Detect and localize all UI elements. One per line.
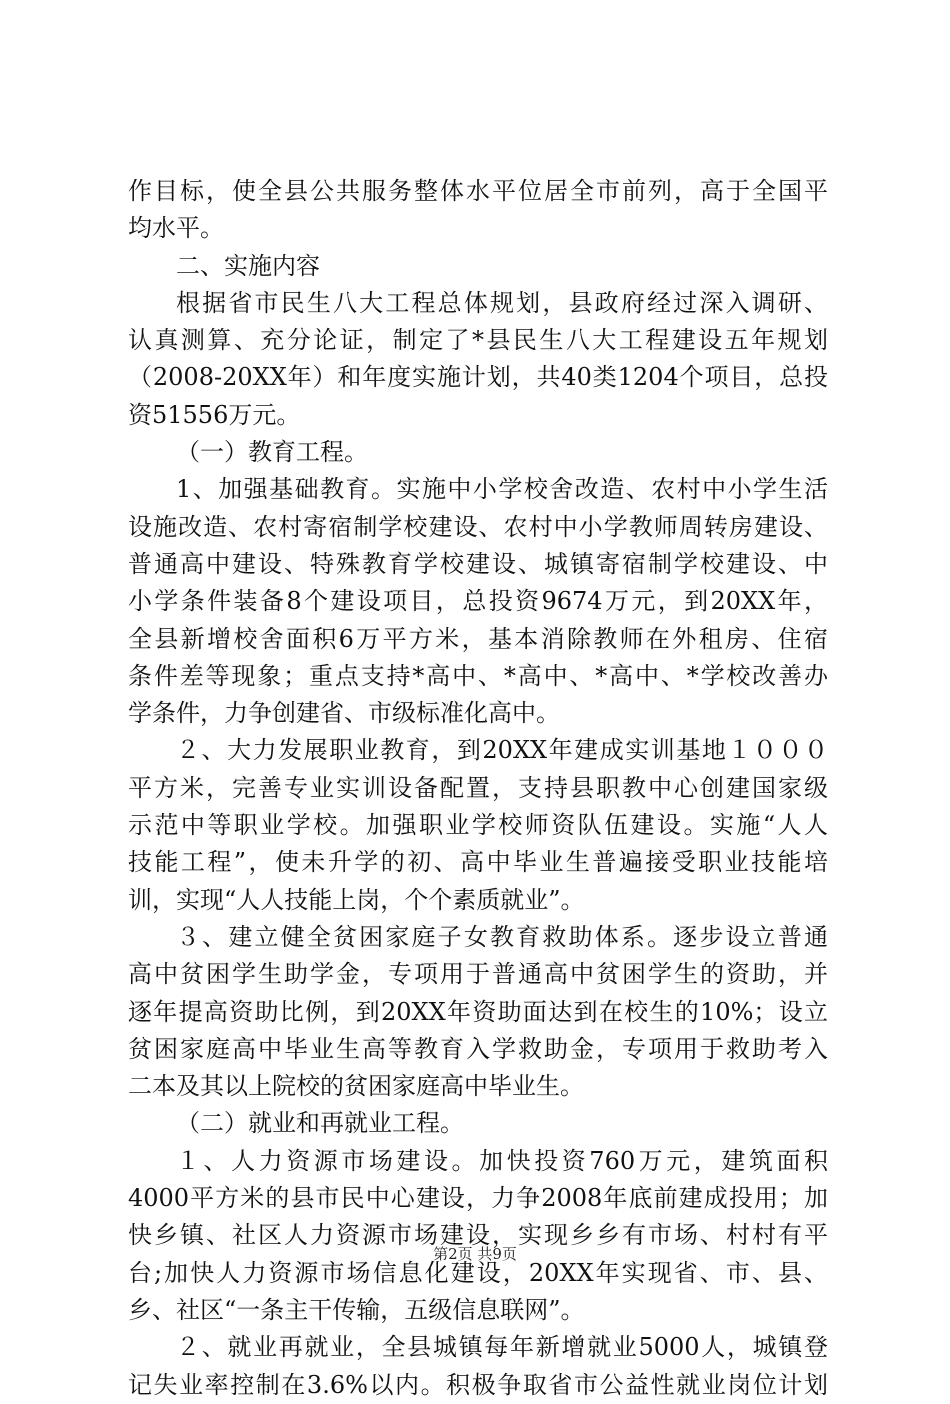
- text-line: 1、加强基础教育。实施中小学校舍改造、农村中小学生活: [176, 475, 828, 504]
- text-line: ２、大力发展职业教育，到20XX年建成实训基地１０００: [176, 736, 828, 765]
- text-line: 资51556万元。: [128, 400, 301, 429]
- text-line: 训，实现“人人技能上岗，个个素质就业”。: [128, 885, 585, 914]
- page-footer: 第2页 共9页: [433, 1245, 517, 1263]
- text-line: 贫困家庭高中毕业生高等教育入学救助金，专项用于救助考入: [128, 1034, 828, 1063]
- document-body: [128, 173, 828, 1404]
- text-line: 示范中等职业学校。加强职业学校师资队伍建设。实施“人人: [128, 811, 828, 840]
- text-line: 4000平方米的县市民中心建设，力争2008年底前建成投用；加: [128, 1184, 828, 1213]
- text-line: 逐年提高资助比例，到20XX年资助面达到在校生的10%；设立: [128, 997, 828, 1026]
- text-line: （二）就业和再就业工程。: [176, 1109, 464, 1138]
- text-line: 小学条件装备8个建设项目，总投资9674万元，到20XX年，: [128, 587, 828, 616]
- text-line: 条件差等现象；重点支持*高中、*高中、*高中、*学校改善办: [128, 661, 828, 690]
- text-line: 根据省市民生八大工程总体规划，县政府经过深入调研、: [176, 288, 828, 317]
- text-line: （一）教育工程。: [176, 438, 368, 467]
- text-line: 高中贫困学生助学金，专项用于普通高中贫困学生的资助，并: [128, 960, 828, 989]
- text-line: 平方米，完善专业实训设备配置，支持县职教中心创建国家级: [128, 773, 828, 802]
- text-line: 乡、社区“一条主干传输，五级信息联网”。: [128, 1295, 585, 1324]
- text-line: 作目标，使全县公共服务整体水平位居全市前列，高于全国平: [128, 177, 828, 205]
- text-line: 技能工程”，使未升学的初、高中毕业生普遍接受职业技能培: [128, 848, 828, 877]
- text-line: 台;加快人力资源市场信息化建设，20XX年实现省、市、县、: [128, 1258, 828, 1287]
- text-line: 认真测算、充分论证，制定了*县民生八大工程建设五年规划: [128, 326, 828, 355]
- text-line: 快乡镇、社区人力资源市场建设，实现乡乡有市场、村村有平: [128, 1221, 828, 1250]
- text-line: ３、建立健全贫困家庭子女教育救助体系。逐步设立普通: [176, 922, 828, 951]
- text-line: ２、就业再就业，全县城镇每年新增就业5000人，城镇登: [176, 1333, 828, 1362]
- text-line: （2008-20XX年）和年度实施计划，共40类1204个项目，总投: [128, 363, 828, 392]
- text-line: 全县新增校舍面积6万平方米，基本消除教师在外租房、住宿: [128, 624, 828, 653]
- text-line: 二本及其以上院校的贫困家庭高中毕业生。: [128, 1072, 584, 1101]
- text-line: 普通高中建设、特殊教育学校建设、城镇寄宿制学校建设、中: [128, 549, 828, 578]
- text-line: １、人力资源市场建设。加快投资760万元，建筑面积: [176, 1146, 828, 1175]
- text-line: 均水平。: [128, 214, 224, 243]
- text-line: 学条件，力争创建省、市级标准化高中。: [128, 699, 560, 728]
- text-line: 二、实施内容: [176, 251, 320, 280]
- text-line: 设施改造、农村寄宿制学校建设、农村中小学教师周转房建设、: [128, 512, 828, 541]
- text-line: 记失业率控制在3.6%以内。积极争取省市公益性就业岗位计划: [128, 1370, 828, 1399]
